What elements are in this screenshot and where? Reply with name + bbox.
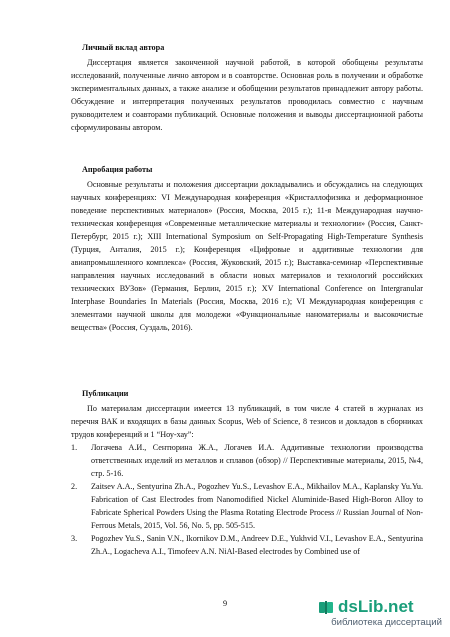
list-item — [71, 480, 423, 532]
approbation-text — [71, 178, 423, 334]
list-number: 1. — [71, 443, 78, 452]
paragraph: Основные результаты и положения диссертации докладывались и обсуждались на следующих научных конференциях: VI Международная конференция «Кристаллофизика и деформационное поведение перспективных материалов» (Россия, Москва, 2015 г.); 11-я Международная научно-техническая конференция «Современные металлические материалы и технологии» (Россия, Санкт-Петербург, 2015 г.); XIII International Symposium on Self-Propagating High-Temperature Synthesis (Турция, Анталия, 2015 г.); Конференция «Цифровые и аддитивные технологии для авиапромышленного комплекса» (Россия, Жуковский, 2015 г.); Выставка-семинар «Перспективные направления научных исследований в области новых материалов и технологий российских технических ВУЗов» (Германия, Берлин, 2015 г.); XV International Conference on Intergranular Interphase Boundaries In Materials (Россия, Москва, 2016 г.); VI Международная конференция с элементами научной школы для молодежи «Функциональные наноматериалы и высокочистые вещества» (Россия, Суздаль, 2016). — [71, 180, 423, 332]
personal-contribution-text — [71, 56, 423, 134]
list-number: 2. — [71, 482, 78, 491]
book-icon — [318, 599, 334, 615]
publication-citation: Pogozhev Yu.S., Sanin V.N., Ikornikov D.M., Andreev D.E., Yukhvid V.I., Levashov E.A., Sentyurina Zh.A., Logacheva A.I., Timofeev A.N. NiAl-Based electrodes by Combined use of — [91, 534, 423, 556]
section-heading-approbation: Апробация работы — [82, 165, 153, 174]
list-item — [71, 532, 423, 558]
watermark-logo — [310, 597, 442, 617]
list-item — [71, 441, 423, 480]
paragraph: Диссертация является законченной научной работой, в которой обобщены результаты исследований, полученные лично автором и в соавторстве. Основная роль в получении и обработке экспериментальных данных, а также анализе и обобщении результатов принадлежит автору работы. Обсуждение и интерпретация полученных результатов проводилась совместно с научным руководителем и соавторами публикаций. Основные положения и выводы диссертационной работы сформулированы автором. — [71, 58, 423, 132]
page-number: 9 — [222, 599, 228, 608]
publication-citation: Zaitsev A.A., Sentyurina Zh.A., Pogozhev Yu.S., Levashov E.A., Mikhailov M.A., Kaplansky Yu.Yu. Fabrication of Cast Electrodes from Nanomodified Nickel Aluminide-Based High-Boron Alloy to Fabricate Spherical Powders Using the Plasma Rotating Electrode Process // Russian Journal of Non-Ferrous Metals, 2015, Vol. 56, No. 5, pp. 505-515. — [91, 482, 423, 530]
list-number: 3. — [71, 534, 78, 543]
watermark-domain: dsLib.net — [338, 597, 414, 616]
publication-list — [71, 441, 423, 558]
watermark-caption: библиотека диссертаций — [331, 617, 442, 628]
paragraph: По материалам диссертации имеется 13 публикаций, в том числе 4 статей в журналах из перечня ВАК и входящих в базы данных Scopus, Web of Science, 8 тезисов и докладов в сборниках трудов конференций и 1 “Ноу-хау”: — [71, 404, 423, 439]
section-heading-personal-contribution: Личный вклад автора — [82, 43, 165, 52]
watermark — [310, 597, 442, 631]
publications-text — [71, 402, 423, 558]
publication-citation: Логачева А.И., Сентюрина Ж.А., Логачев И.А. Аддитивные технологии производства ответственных изделий из металлов и сплавов (обзор) // Перспективные материалы, 2015, №4, стр. 5-16. — [91, 443, 423, 478]
section-heading-publications: Публикации — [82, 389, 129, 398]
